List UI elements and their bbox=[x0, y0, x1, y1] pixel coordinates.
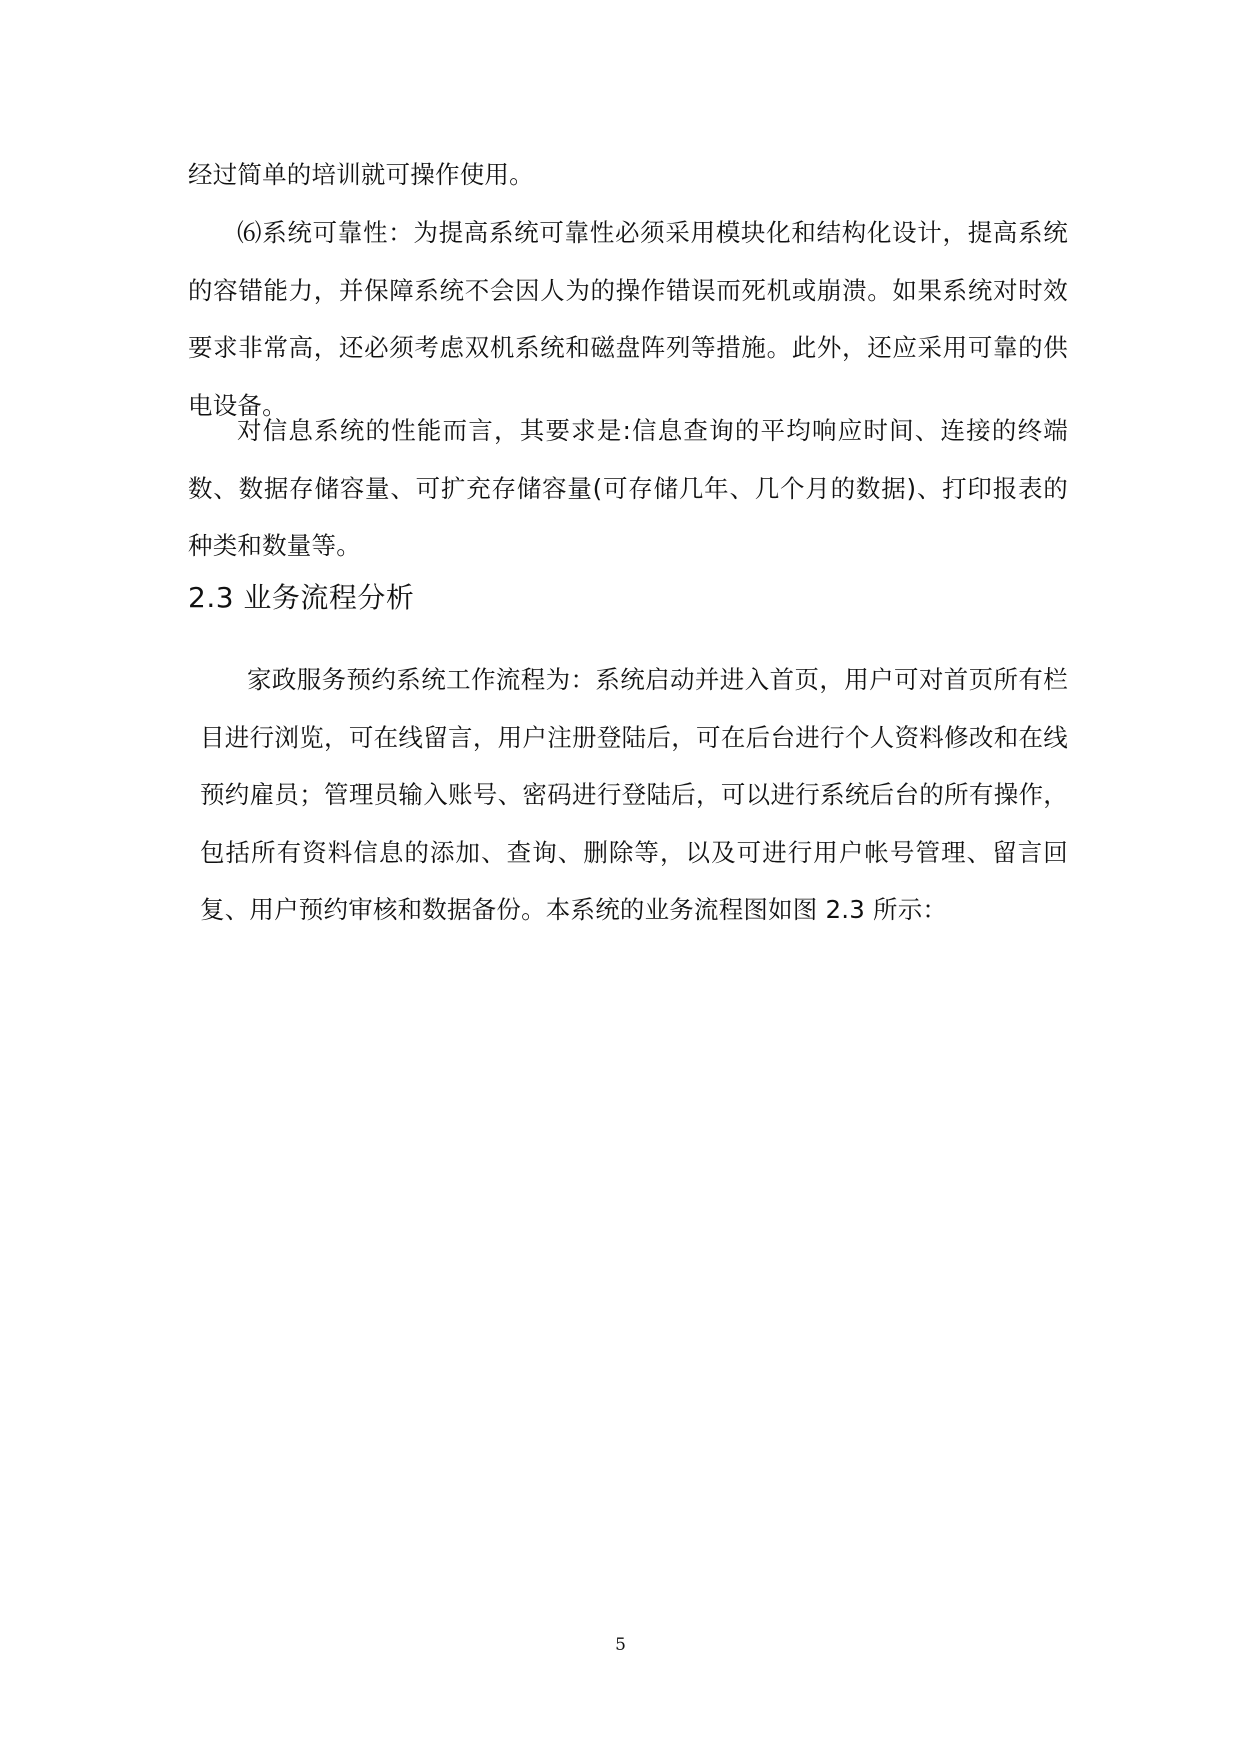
paragraph-business-process: 家政服务预约系统工作流程为：系统启动并进入首页，用户可对首页所有栏目进行浏览，可在线留言，用户注册登陆后，可在后台进行个人资料修改和在线预约雇员；管理员输入账号、密码进行登陆后，可以进行系统后台的所有操作，包括所有资料信息的添加、查询、删除等，以及可进行用户帐号管理、留言回复、用户预约审核和数据备份。本系统的业务流程图如图 2.3 所示： bbox=[200, 665, 1068, 924]
paragraph-reliability: ⑹系统可靠性：为提高系统可靠性必须采用模块化和结构化设计，提高系统的容错能力，并保障系统不会因人为的操作错误而死机或崩溃。如果系统对时效要求非常高，还必须考虑双机系统和磁盘阵列等措施。此外，还应采用可靠的供电设备。 bbox=[188, 218, 1068, 420]
page-number: 5 bbox=[615, 1635, 626, 1655]
section-heading: 2.3 业务流程分析 bbox=[188, 581, 415, 614]
paragraph-continuation: 经过简单的培训就可操作使用。 bbox=[188, 160, 534, 189]
paragraph-performance: 对信息系统的性能而言，其要求是:信息查询的平均响应时间、连接的终端数、数据存储容量、可扩充存储容量(可存储几年、几个月的数据)、打印报表的种类和数量等。 bbox=[188, 416, 1068, 560]
